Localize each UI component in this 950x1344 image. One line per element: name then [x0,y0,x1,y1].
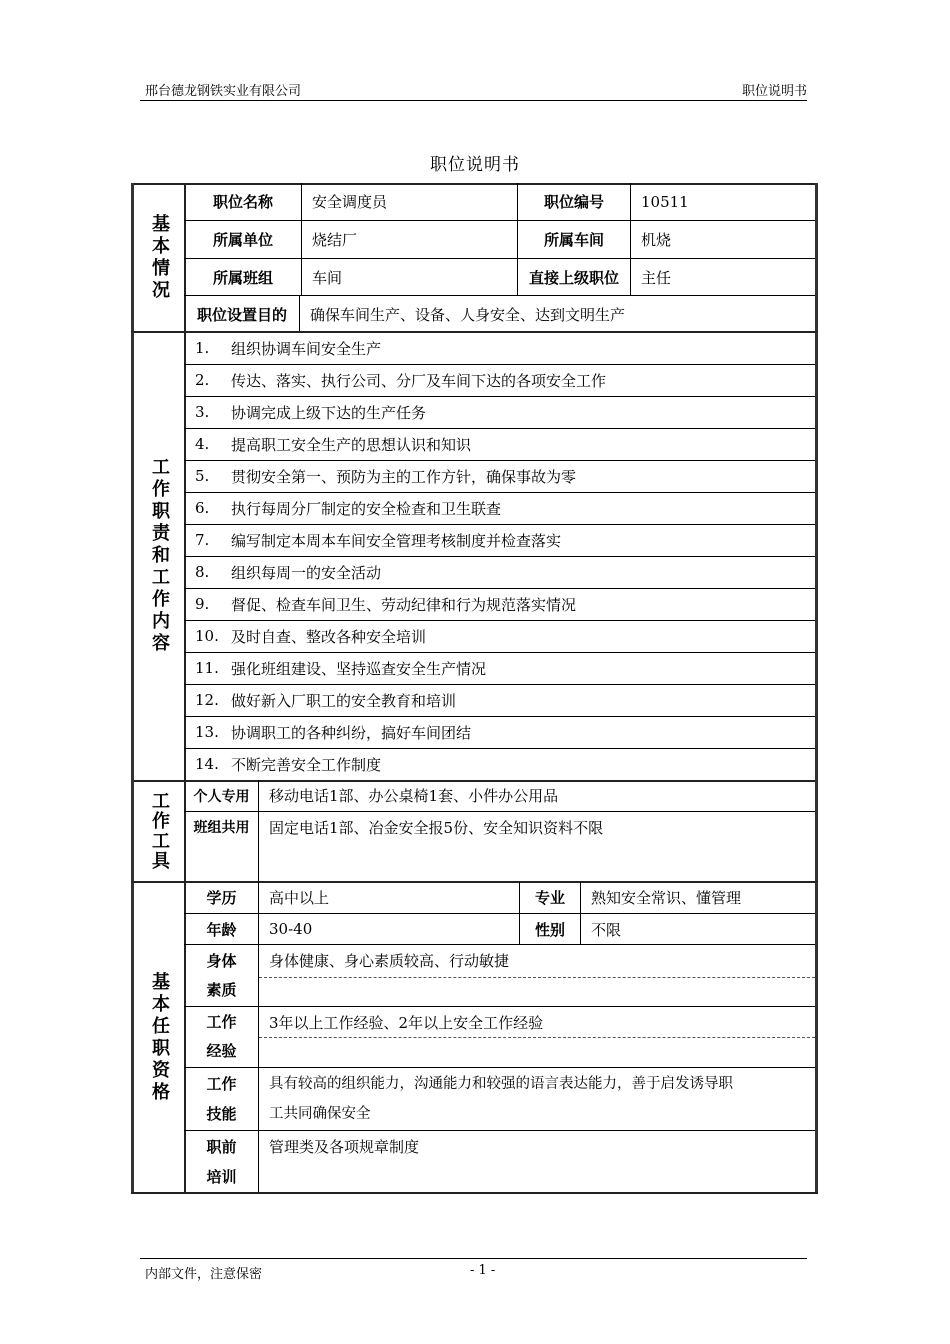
team-tools-value: 固定电话1部、冶金安全报5份、安全知识资料不限 [269,818,604,837]
duty-number: 14. [195,755,219,773]
footer-confidential: 内部文件，注意保密 [145,1267,263,1282]
duty-number: 4. [195,435,210,453]
gender-label: 性别 [534,920,565,939]
company-name: 邢台德龙钢铁实业有限公司 [145,84,302,99]
age-label: 年龄 [206,920,237,939]
duty-text: 提高职工安全生产的思想认识和知识 [231,435,472,454]
duty-number: 6. [195,499,210,517]
duty-text: 贯彻安全第一、预防为主的工作方针，确保事故为零 [231,467,577,486]
duty-item [185,620,815,652]
training-label: 职前 培训 [206,1138,237,1186]
duty-item [185,396,815,428]
training-value: 管理类及各项规章制度 [269,1137,420,1156]
team-value: 车间 [312,268,343,287]
duty-item [185,332,815,364]
duty-item [185,524,815,556]
major-value: 熟知安全常识、懂管理 [591,889,742,907]
duty-text: 不断完善安全工作制度 [231,755,382,774]
tools-label: 工作工具 [149,791,170,871]
duty-item [185,460,815,492]
education-value: 高中以上 [269,889,330,907]
duty-number: 11. [195,659,219,677]
duty-number: 1. [195,339,210,357]
duty-number: 9. [195,595,210,613]
age-value: 30-40 [269,920,313,938]
duty-item [185,748,815,780]
qualifications-section [131,882,818,1193]
supervisor-value: 主任 [641,268,672,287]
duty-text: 及时自查、整改各种安全培训 [231,627,427,646]
duty-text: 组织协调车间安全生产 [231,339,382,358]
purpose-value: 确保车间生产、设备、人身安全、达到文明生产 [310,305,626,324]
duty-text: 协调职工的各种纠纷，搞好车间团结 [231,723,472,742]
page-number: - 1 - [470,1263,496,1278]
duty-item [185,652,815,684]
position-code-label: 职位编号 [543,193,604,211]
position-code-value: 10511 [641,192,689,211]
header-divider [140,100,807,101]
duty-text: 督促、检查车间卫生、劳动纪律和行为规范落实情况 [231,595,577,614]
experience-value: 3年以上工作经验、2年以上安全工作经验 [269,1013,544,1032]
unit-value: 烧结厂 [312,231,358,249]
page-title: 职位说明书 [430,155,520,175]
unit-label: 所属单位 [212,231,273,249]
position-name-label: 职位名称 [212,193,273,211]
duty-text: 编写制定本周本车间安全管理考核制度并检查落实 [231,531,562,550]
duties-section [131,332,818,780]
footer-divider [140,1258,807,1259]
duty-number: 10. [195,627,219,645]
education-label: 学历 [206,889,237,907]
duty-text: 组织每周一的安全活动 [231,563,382,582]
duty-item [185,684,815,716]
duties-label: 工作职责和工作内容 [149,457,170,655]
supervisor-label: 直接上级职位 [528,268,619,287]
duty-number: 13. [195,723,219,741]
duty-number: 12. [195,691,219,709]
tools-section [131,780,818,882]
duty-item [185,588,815,620]
basic-info-section [131,183,818,332]
duty-number: 7. [195,531,210,549]
workshop-value: 机烧 [641,231,672,249]
workshop-label: 所属车间 [543,231,604,249]
duty-number: 8. [195,563,210,581]
skills-value: 具有较高的组织能力，沟通能力和较强的语言表达能力，善于启发诱导职 工共同确保安全 [269,1076,733,1122]
position-name-value: 安全调度员 [312,193,388,211]
basic-info-label: 基本情况 [149,213,170,302]
duty-number: 5. [195,467,210,485]
duty-item [185,428,815,460]
duty-item [185,364,815,396]
physical-label: 身体 素质 [206,951,237,999]
personal-tools-value: 移动电话1部、办公桌椅1套、小件办公用品 [269,787,559,805]
major-label: 专业 [534,889,565,907]
experience-label: 工作 经验 [206,1013,237,1060]
duty-text: 协调完成上级下达的生产任务 [231,403,427,422]
duty-text: 传达、落实、执行公司、分厂及车间下达的各项安全工作 [231,371,607,390]
team-tools-label: 班组共用 [193,820,250,836]
table-bottom-border [131,1192,818,1194]
duty-text: 执行每周分厂制定的安全检查和卫生联查 [231,499,502,518]
duty-item [185,716,815,748]
qualifications-label: 基本任职资格 [149,971,170,1104]
duty-number: 2. [195,371,210,389]
duty-item [185,556,815,588]
purpose-label: 职位设置目的 [196,305,287,324]
physical-value: 身体健康、身心素质较高、行动敏捷 [269,952,510,970]
duty-item [185,492,815,524]
header-doc-type: 职位说明书 [741,84,807,99]
duty-text: 强化班组建设、坚持巡查安全生产情况 [231,659,487,678]
duty-text: 做好新入厂职工的安全教育和培训 [231,691,457,710]
team-label: 所属班组 [212,268,273,287]
gender-value: 不限 [591,920,622,939]
personal-tools-label: 个人专用 [193,788,250,805]
skills-label: 工作 技能 [206,1075,237,1123]
duty-number: 3. [195,403,210,421]
